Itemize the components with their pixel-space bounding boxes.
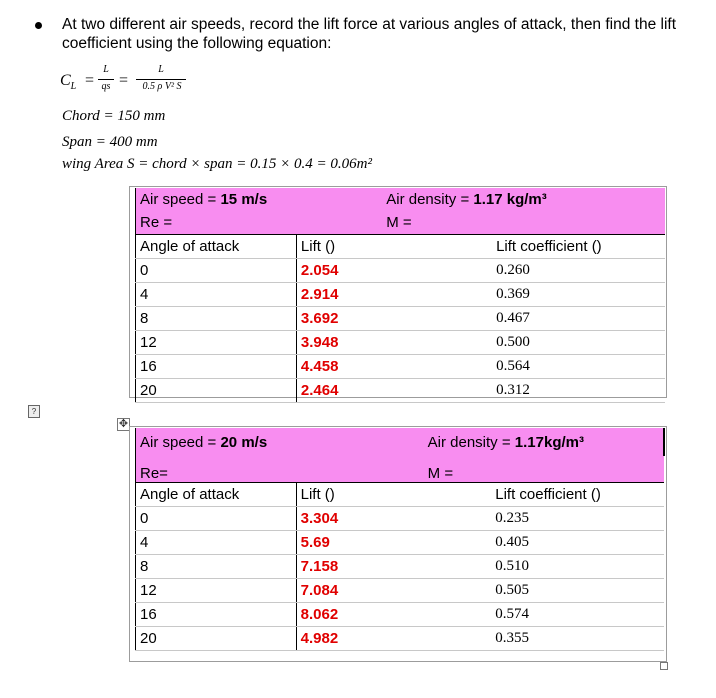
table1-row <box>136 355 666 379</box>
table1-row <box>136 331 666 355</box>
table1-angle: 20 <box>136 379 297 403</box>
table1-row <box>136 307 666 331</box>
table2 <box>135 428 665 651</box>
broken-image-icon: ? <box>28 405 40 418</box>
table1-cl: 0.500 <box>492 331 665 355</box>
table1-cl: 0.369 <box>492 283 665 307</box>
formula-equals-2: = <box>119 72 129 89</box>
table2-row <box>136 579 665 603</box>
table2-col-lift: Lift () <box>296 483 491 507</box>
table1-angle: 12 <box>136 331 297 355</box>
table2-cl: 0.405 <box>491 531 664 555</box>
table2-col-cl: Lift coefficient () <box>491 483 664 507</box>
table1-angle: 4 <box>136 283 297 307</box>
table2-lift: 5.69 <box>296 531 491 555</box>
table2-cl: 0.355 <box>491 627 664 651</box>
table1-lift: 3.692 <box>296 307 492 331</box>
table-resize-handle[interactable] <box>660 662 668 670</box>
table1-lift: 4.458 <box>296 355 492 379</box>
formula-frac2-numerator: L <box>158 64 164 75</box>
table1-cl: 0.260 <box>492 259 665 283</box>
table2-lift: 8.062 <box>296 603 491 627</box>
table1-cl: 0.312 <box>492 379 665 403</box>
formula-frac1-denominator: qs <box>101 81 111 92</box>
formula-frac1-numerator: L <box>103 64 109 75</box>
table2-row <box>136 507 665 531</box>
table2-airspeed <box>136 428 376 456</box>
table1-density-label: Air density = <box>386 191 474 208</box>
table2-cl: 0.574 <box>491 603 664 627</box>
table2-density-value: 1.17kg/m³ <box>514 433 584 451</box>
table1-airspeed-value: 15 m/s <box>220 191 268 208</box>
table2-cl: 0.235 <box>491 507 664 531</box>
table1-row <box>136 379 666 403</box>
table2-row <box>136 555 665 579</box>
formula-frac2-denominator: 0.5 ρ V² S <box>142 81 182 92</box>
table1-row <box>136 283 666 307</box>
formula-lhs: C <box>60 72 71 89</box>
table1-airspeed-label: Air speed = <box>140 191 221 208</box>
table2-row <box>136 627 665 651</box>
span-line: Span = 400 mm <box>62 134 158 150</box>
bullet-point <box>35 22 42 29</box>
table2-density-label: Air density = <box>427 433 515 451</box>
table1-lift: 2.914 <box>296 283 492 307</box>
table1 <box>135 188 665 403</box>
formula-equals-1: = <box>85 72 95 89</box>
table2-lift: 4.982 <box>296 627 491 651</box>
table2-cl: 0.505 <box>491 579 664 603</box>
table1-angle: 16 <box>136 355 297 379</box>
table2-lift: 7.158 <box>296 555 491 579</box>
table2-cl: 0.510 <box>491 555 664 579</box>
table2-re: Re= <box>136 456 376 483</box>
table-move-handle-icon[interactable]: ✥ <box>118 418 129 430</box>
formula-frac2-bar <box>136 79 186 80</box>
table1-lift: 3.948 <box>296 331 492 355</box>
table1-mach: M = <box>376 211 665 235</box>
table1-cl: 0.564 <box>492 355 665 379</box>
table1-density-value: 1.17 kg/m³ <box>473 191 547 208</box>
table1-density <box>376 188 665 211</box>
chord-line: Chord = 150 mm <box>62 108 166 124</box>
table1-re: Re = <box>136 211 377 235</box>
formula-frac1-bar <box>98 79 114 80</box>
table2-angle: 8 <box>136 555 297 579</box>
table2-airspeed-value: 20 m/s <box>220 433 268 451</box>
table2-angle: 0 <box>136 507 297 531</box>
formula-lhs-subscript: L <box>70 81 77 93</box>
table1-angle: 8 <box>136 307 297 331</box>
table2-row <box>136 531 665 555</box>
table2-angle: 12 <box>136 579 297 603</box>
table2-density <box>376 428 664 456</box>
lift-coefficient-formula <box>60 62 260 102</box>
table1-col-cl: Lift coefficient () <box>492 235 665 259</box>
table1-cl: 0.467 <box>492 307 665 331</box>
table1-row <box>136 259 666 283</box>
table2-angle: 16 <box>136 603 297 627</box>
table2-col-angle: Angle of attack <box>136 483 297 507</box>
table1-angle: 0 <box>136 259 297 283</box>
table2-row <box>136 603 665 627</box>
intro-paragraph: At two different air speeds, record the lift force at various angles of attack, then find the lift coefficient using the following equation: <box>62 16 677 52</box>
table1-lift: 2.054 <box>296 259 492 283</box>
table1-airspeed <box>136 188 377 211</box>
table1-lift: 2.464 <box>296 379 492 403</box>
table2-airspeed-label: Air speed = <box>140 433 221 451</box>
table2-mach: M = <box>376 456 664 483</box>
area-line: wing Area S = chord × span = 0.15 × 0.4 = 0.06m² <box>62 156 372 172</box>
table1-col-angle: Angle of attack <box>136 235 297 259</box>
table2-lift: 3.304 <box>296 507 491 531</box>
table1-col-lift: Lift () <box>296 235 492 259</box>
table2-lift: 7.084 <box>296 579 491 603</box>
table2-angle: 4 <box>136 531 297 555</box>
table2-angle: 20 <box>136 627 297 651</box>
